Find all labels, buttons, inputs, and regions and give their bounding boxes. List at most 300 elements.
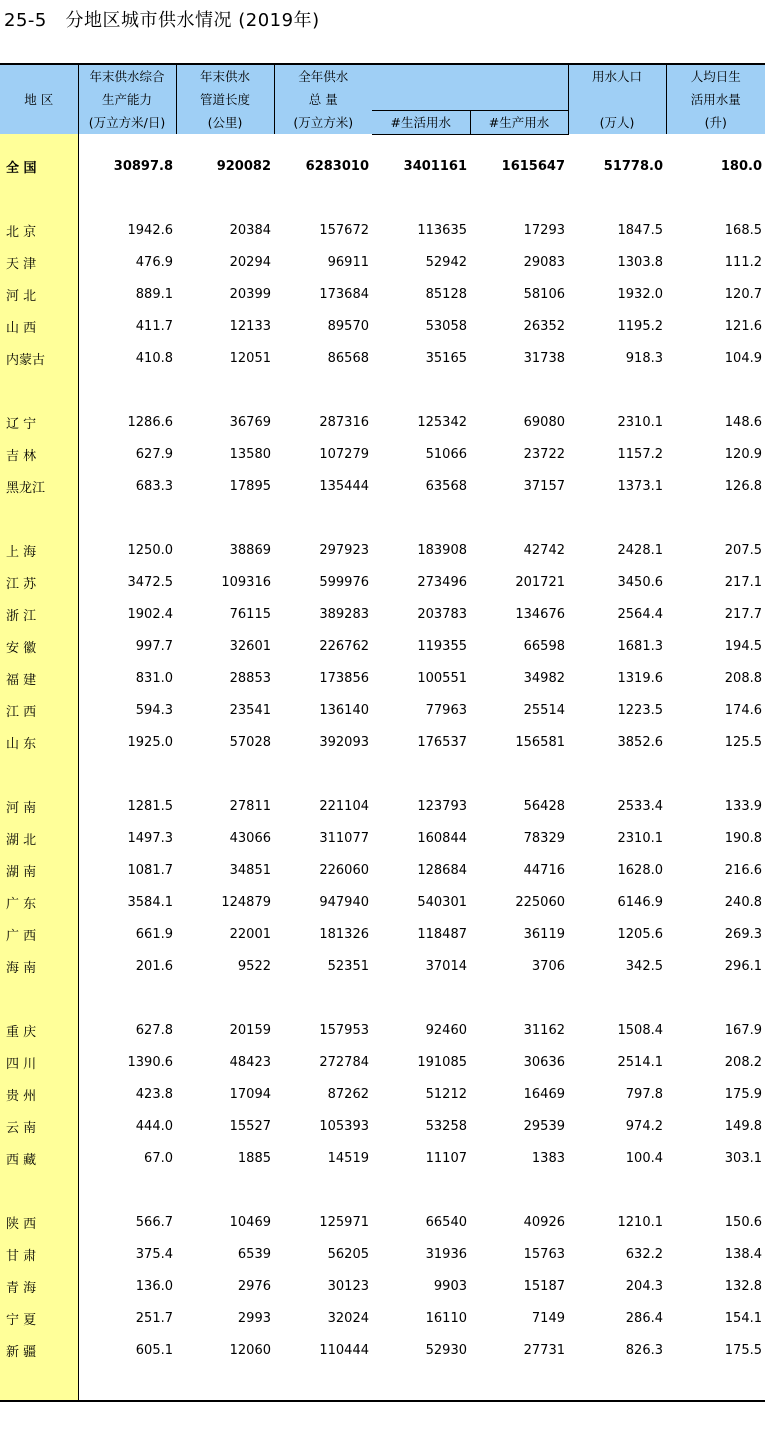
value-cell: 135444 — [319, 479, 369, 494]
value-cell: 201.6 — [135, 959, 173, 974]
value-cell: 168.5 — [724, 223, 762, 238]
value-cell: 77963 — [425, 703, 467, 718]
value-cell: 120.9 — [724, 447, 762, 462]
value-cell: 2533.4 — [617, 799, 663, 814]
page-title: 25-5 分地区城市供水情况 (2019年) — [4, 10, 320, 31]
value-cell: 411.7 — [135, 319, 173, 334]
value-cell: 392093 — [319, 735, 369, 750]
region-cell: 山 东 — [0, 727, 78, 759]
value-cell: 23722 — [523, 447, 565, 462]
value-cell: 540301 — [417, 895, 467, 910]
value-cell: 175.9 — [724, 1087, 762, 1102]
value-cell: 225060 — [515, 895, 565, 910]
region-cell: 河 南 — [0, 791, 78, 823]
value-cell: 34982 — [523, 671, 565, 686]
value-cell: 1286.6 — [127, 415, 173, 430]
region-cell: 云 南 — [0, 1111, 78, 1143]
table-row — [0, 1303, 765, 1335]
value-cell: 272784 — [319, 1055, 369, 1070]
table-row — [0, 791, 765, 823]
region-cell: 陕 西 — [0, 1207, 78, 1239]
value-cell: 133.9 — [724, 799, 762, 814]
value-cell: 17094 — [229, 1087, 271, 1102]
value-cell: 269.3 — [724, 927, 762, 942]
value-cell: 1205.6 — [617, 927, 663, 942]
region-cell: 海 南 — [0, 951, 78, 983]
value-cell: 1628.0 — [617, 863, 663, 878]
value-cell: 217.1 — [724, 575, 762, 590]
value-cell: 605.1 — [135, 1343, 173, 1358]
value-cell: 86568 — [327, 351, 369, 366]
value-cell: 1615647 — [501, 159, 565, 174]
value-cell: 627.8 — [135, 1023, 173, 1038]
value-cell: 1390.6 — [127, 1055, 173, 1070]
region-cell: 辽 宁 — [0, 407, 78, 439]
value-cell: 15187 — [523, 1279, 565, 1294]
table-row — [0, 439, 765, 471]
value-cell: 174.6 — [724, 703, 762, 718]
value-cell: 683.3 — [135, 479, 173, 494]
value-cell: 208.8 — [724, 671, 762, 686]
region-cell: 湖 北 — [0, 823, 78, 855]
value-cell: 67.0 — [144, 1151, 173, 1166]
value-cell: 221104 — [319, 799, 369, 814]
value-cell: 53258 — [425, 1119, 467, 1134]
value-cell: 175.5 — [724, 1343, 762, 1358]
value-cell: 566.7 — [135, 1215, 173, 1230]
value-cell: 216.6 — [724, 863, 762, 878]
value-cell: 36769 — [229, 415, 271, 430]
spacer-row — [0, 134, 765, 151]
value-cell: 138.4 — [724, 1247, 762, 1262]
value-cell: 6539 — [237, 1247, 271, 1262]
value-cell: 126.8 — [724, 479, 762, 494]
value-cell: 31738 — [523, 351, 565, 366]
value-cell: 125971 — [319, 1215, 369, 1230]
value-cell: 167.9 — [724, 1023, 762, 1038]
value-cell: 476.9 — [135, 255, 173, 270]
value-cell: 1383 — [531, 1151, 565, 1166]
value-cell: 9903 — [433, 1279, 467, 1294]
value-cell: 632.2 — [625, 1247, 663, 1262]
value-cell: 2564.4 — [617, 607, 663, 622]
value-cell: 1195.2 — [617, 319, 663, 334]
value-cell: 1210.1 — [617, 1215, 663, 1230]
value-cell: 1319.6 — [617, 671, 663, 686]
value-cell: 100.4 — [625, 1151, 663, 1166]
table-header — [0, 64, 765, 134]
value-cell: 56205 — [327, 1247, 369, 1262]
value-cell: 1847.5 — [617, 223, 663, 238]
value-cell: 918.3 — [625, 351, 663, 366]
spacer-row — [0, 183, 765, 215]
value-cell: 63568 — [425, 479, 467, 494]
value-cell: 661.9 — [135, 927, 173, 942]
value-cell: 1497.3 — [127, 831, 173, 846]
table-row — [0, 663, 765, 695]
region-cell: 北 京 — [0, 215, 78, 247]
value-cell: 66598 — [523, 639, 565, 654]
region-cell: 西 藏 — [0, 1143, 78, 1175]
value-cell: 113635 — [417, 223, 467, 238]
value-cell: 826.3 — [625, 1343, 663, 1358]
value-cell: 190.8 — [724, 831, 762, 846]
value-cell: 104.9 — [724, 351, 762, 366]
header-total-supply: 全年供水 总 量 (万立方米) — [274, 64, 372, 134]
table-row — [0, 311, 765, 343]
region-cell: 福 建 — [0, 663, 78, 695]
spacer-row — [0, 1367, 765, 1401]
value-cell: 11107 — [425, 1151, 467, 1166]
spacer-row — [0, 503, 765, 535]
value-cell: 15763 — [523, 1247, 565, 1262]
value-cell: 1925.0 — [127, 735, 173, 750]
value-cell: 29083 — [523, 255, 565, 270]
value-cell: 52351 — [327, 959, 369, 974]
value-cell: 1681.3 — [617, 639, 663, 654]
region-cell: 湖 南 — [0, 855, 78, 887]
region-cell: 浙 江 — [0, 599, 78, 631]
value-cell: 3401161 — [403, 159, 467, 174]
value-cell: 287316 — [319, 415, 369, 430]
value-cell: 132.8 — [724, 1279, 762, 1294]
value-cell: 342.5 — [625, 959, 663, 974]
value-cell: 1250.0 — [127, 543, 173, 558]
value-cell: 42742 — [523, 543, 565, 558]
value-cell: 2310.1 — [617, 831, 663, 846]
spacer-row — [0, 983, 765, 1015]
region-cell: 宁 夏 — [0, 1303, 78, 1335]
value-cell: 251.7 — [135, 1311, 173, 1326]
value-cell: 286.4 — [625, 1311, 663, 1326]
region-cell: 河 北 — [0, 279, 78, 311]
value-cell: 30636 — [523, 1055, 565, 1070]
table-row — [0, 247, 765, 279]
table-row — [0, 1047, 765, 1079]
value-cell: 7149 — [531, 1311, 565, 1326]
value-cell: 599976 — [319, 575, 369, 590]
table-row — [0, 631, 765, 663]
table-row — [0, 471, 765, 503]
value-cell: 217.7 — [724, 607, 762, 622]
region-cell: 黑龙江 — [0, 471, 78, 503]
value-cell: 920082 — [216, 159, 271, 174]
value-cell: 208.2 — [724, 1055, 762, 1070]
value-cell: 48423 — [229, 1055, 271, 1070]
value-cell: 136140 — [319, 703, 369, 718]
table-row — [0, 823, 765, 855]
value-cell: 110444 — [319, 1343, 369, 1358]
water-supply-table — [0, 63, 765, 1402]
region-cell: 四 川 — [0, 1047, 78, 1079]
value-cell: 27811 — [229, 799, 271, 814]
value-cell: 43066 — [229, 831, 271, 846]
value-cell: 240.8 — [724, 895, 762, 910]
table-row — [0, 599, 765, 631]
value-cell: 203783 — [417, 607, 467, 622]
table-row — [0, 1207, 765, 1239]
value-cell: 797.8 — [625, 1087, 663, 1102]
value-cell: 3852.6 — [617, 735, 663, 750]
table-row — [0, 1271, 765, 1303]
header-population: 用水人口 (万人) — [568, 64, 666, 134]
region-cell: 山 西 — [0, 311, 78, 343]
value-cell: 16110 — [425, 1311, 467, 1326]
header-capacity: 年末供水综合 生产能力 (万立方米/日) — [78, 64, 176, 134]
value-cell: 20399 — [229, 287, 271, 302]
value-cell: 118487 — [417, 927, 467, 942]
region-cell: 新 疆 — [0, 1335, 78, 1367]
value-cell: 1081.7 — [127, 863, 173, 878]
value-cell: 3472.5 — [127, 575, 173, 590]
value-cell: 204.3 — [625, 1279, 663, 1294]
region-cell: 甘 肃 — [0, 1239, 78, 1271]
value-cell: 974.2 — [625, 1119, 663, 1134]
value-cell: 627.9 — [135, 447, 173, 462]
value-cell: 69080 — [523, 415, 565, 430]
table-row — [0, 535, 765, 567]
value-cell: 32601 — [229, 639, 271, 654]
value-cell: 51778.0 — [603, 159, 663, 174]
value-cell: 1281.5 — [127, 799, 173, 814]
table-row — [0, 1015, 765, 1047]
value-cell: 30897.8 — [113, 159, 173, 174]
value-cell: 66540 — [425, 1215, 467, 1230]
value-cell: 36119 — [523, 927, 565, 942]
value-cell: 180.0 — [720, 159, 762, 174]
value-cell: 56428 — [523, 799, 565, 814]
value-cell: 311077 — [319, 831, 369, 846]
region-cell: 江 西 — [0, 695, 78, 727]
value-cell: 17895 — [229, 479, 271, 494]
value-cell: 2514.1 — [617, 1055, 663, 1070]
value-cell: 12060 — [229, 1343, 271, 1358]
header-production: #生产用水 — [470, 110, 568, 134]
region-cell: 安 徽 — [0, 631, 78, 663]
value-cell: 20294 — [229, 255, 271, 270]
value-cell: 12133 — [229, 319, 271, 334]
value-cell: 191085 — [417, 1055, 467, 1070]
value-cell: 89570 — [327, 319, 369, 334]
value-cell: 444.0 — [135, 1119, 173, 1134]
value-cell: 1303.8 — [617, 255, 663, 270]
spacer-row — [0, 375, 765, 407]
value-cell: 37157 — [523, 479, 565, 494]
value-cell: 52942 — [425, 255, 467, 270]
value-cell: 410.8 — [135, 351, 173, 366]
table-row — [0, 1079, 765, 1111]
value-cell: 3450.6 — [617, 575, 663, 590]
value-cell: 156581 — [515, 735, 565, 750]
value-cell: 78329 — [523, 831, 565, 846]
value-cell: 889.1 — [135, 287, 173, 302]
value-cell: 2428.1 — [617, 543, 663, 558]
value-cell: 273496 — [417, 575, 467, 590]
table-row — [0, 1239, 765, 1271]
table-row — [0, 855, 765, 887]
value-cell: 207.5 — [724, 543, 762, 558]
table-row — [0, 887, 765, 919]
value-cell: 28853 — [229, 671, 271, 686]
value-cell: 194.5 — [724, 639, 762, 654]
value-cell: 100551 — [417, 671, 467, 686]
table-row — [0, 279, 765, 311]
value-cell: 38869 — [229, 543, 271, 558]
value-cell: 947940 — [319, 895, 369, 910]
value-cell: 40926 — [523, 1215, 565, 1230]
value-cell: 92460 — [425, 1023, 467, 1038]
region-cell: 重 庆 — [0, 1015, 78, 1047]
value-cell: 997.7 — [135, 639, 173, 654]
header-region: 地 区 — [0, 64, 78, 134]
value-cell: 12051 — [229, 351, 271, 366]
region-cell: 天 津 — [0, 247, 78, 279]
value-cell: 183908 — [417, 543, 467, 558]
value-cell: 173856 — [319, 671, 369, 686]
table-row — [0, 1111, 765, 1143]
value-cell: 123793 — [417, 799, 467, 814]
value-cell: 2310.1 — [617, 415, 663, 430]
value-cell: 10469 — [229, 1215, 271, 1230]
value-cell: 44716 — [523, 863, 565, 878]
value-cell: 53058 — [425, 319, 467, 334]
value-cell: 594.3 — [135, 703, 173, 718]
value-cell: 58106 — [523, 287, 565, 302]
value-cell: 303.1 — [724, 1151, 762, 1166]
table-row — [0, 727, 765, 759]
value-cell: 423.8 — [135, 1087, 173, 1102]
region-cell: 贵 州 — [0, 1079, 78, 1111]
value-cell: 26352 — [523, 319, 565, 334]
value-cell: 136.0 — [135, 1279, 173, 1294]
value-cell: 3584.1 — [127, 895, 173, 910]
table-row — [0, 919, 765, 951]
region-cell: 江 苏 — [0, 567, 78, 599]
value-cell: 1902.4 — [127, 607, 173, 622]
value-cell: 76115 — [229, 607, 271, 622]
value-cell: 2993 — [237, 1311, 271, 1326]
table-body — [0, 134, 765, 1401]
table-row — [0, 1335, 765, 1367]
value-cell: 15527 — [229, 1119, 271, 1134]
spacer-row — [0, 1175, 765, 1207]
value-cell: 154.1 — [724, 1311, 762, 1326]
table-row — [0, 951, 765, 983]
value-cell: 831.0 — [135, 671, 173, 686]
value-cell: 1932.0 — [617, 287, 663, 302]
value-cell: 29539 — [523, 1119, 565, 1134]
value-cell: 35165 — [425, 351, 467, 366]
value-cell: 226060 — [319, 863, 369, 878]
header-domestic: #生活用水 — [372, 110, 470, 134]
value-cell: 20159 — [229, 1023, 271, 1038]
value-cell: 22001 — [229, 927, 271, 942]
value-cell: 16469 — [523, 1087, 565, 1102]
value-cell: 31936 — [425, 1247, 467, 1262]
value-cell: 105393 — [319, 1119, 369, 1134]
value-cell: 125342 — [417, 415, 467, 430]
value-cell: 176537 — [417, 735, 467, 750]
value-cell: 9522 — [237, 959, 271, 974]
value-cell: 119355 — [417, 639, 467, 654]
value-cell: 32024 — [327, 1311, 369, 1326]
value-cell: 375.4 — [135, 1247, 173, 1262]
value-cell: 128684 — [417, 863, 467, 878]
value-cell: 149.8 — [724, 1119, 762, 1134]
value-cell: 31162 — [523, 1023, 565, 1038]
value-cell: 296.1 — [724, 959, 762, 974]
value-cell: 30123 — [327, 1279, 369, 1294]
region-cell: 青 海 — [0, 1271, 78, 1303]
region-cell: 全 国 — [0, 151, 78, 183]
value-cell: 157953 — [319, 1023, 369, 1038]
table-row — [0, 567, 765, 599]
value-cell: 96911 — [327, 255, 369, 270]
value-cell: 17293 — [523, 223, 565, 238]
value-cell: 148.6 — [724, 415, 762, 430]
value-cell: 13580 — [229, 447, 271, 462]
value-cell: 297923 — [319, 543, 369, 558]
value-cell: 120.7 — [724, 287, 762, 302]
value-cell: 87262 — [327, 1087, 369, 1102]
value-cell: 25514 — [523, 703, 565, 718]
region-cell: 广 西 — [0, 919, 78, 951]
value-cell: 34851 — [229, 863, 271, 878]
value-cell: 14519 — [327, 1151, 369, 1166]
value-cell: 125.5 — [724, 735, 762, 750]
header-pipeline: 年末供水 管道长度 (公里) — [176, 64, 274, 134]
value-cell: 109316 — [221, 575, 271, 590]
value-cell: 37014 — [425, 959, 467, 974]
table-row — [0, 1143, 765, 1175]
value-cell: 389283 — [319, 607, 369, 622]
table-row — [0, 151, 765, 183]
value-cell: 150.6 — [724, 1215, 762, 1230]
value-cell: 201721 — [515, 575, 565, 590]
value-cell: 226762 — [319, 639, 369, 654]
value-cell: 124879 — [221, 895, 271, 910]
value-cell: 1885 — [237, 1151, 271, 1166]
table-row — [0, 343, 765, 375]
value-cell: 3706 — [531, 959, 565, 974]
region-cell: 广 东 — [0, 887, 78, 919]
value-cell: 57028 — [229, 735, 271, 750]
value-cell: 160844 — [417, 831, 467, 846]
value-cell: 181326 — [319, 927, 369, 942]
spacer-row — [0, 759, 765, 791]
region-cell: 上 海 — [0, 535, 78, 567]
value-cell: 6283010 — [305, 159, 369, 174]
value-cell: 1942.6 — [127, 223, 173, 238]
region-cell: 吉 林 — [0, 439, 78, 471]
header-supply-blank — [372, 64, 568, 110]
value-cell: 1508.4 — [617, 1023, 663, 1038]
value-cell: 111.2 — [724, 255, 762, 270]
region-cell: 内蒙古 — [0, 343, 78, 375]
value-cell: 23541 — [229, 703, 271, 718]
header-per-capita: 人均日生 活用水量 (升) — [666, 64, 765, 134]
table-row — [0, 695, 765, 727]
value-cell: 134676 — [515, 607, 565, 622]
value-cell: 107279 — [319, 447, 369, 462]
value-cell: 52930 — [425, 1343, 467, 1358]
value-cell: 121.6 — [724, 319, 762, 334]
table-row — [0, 215, 765, 247]
value-cell: 51212 — [425, 1087, 467, 1102]
value-cell: 6146.9 — [617, 895, 663, 910]
value-cell: 173684 — [319, 287, 369, 302]
value-cell: 85128 — [425, 287, 467, 302]
